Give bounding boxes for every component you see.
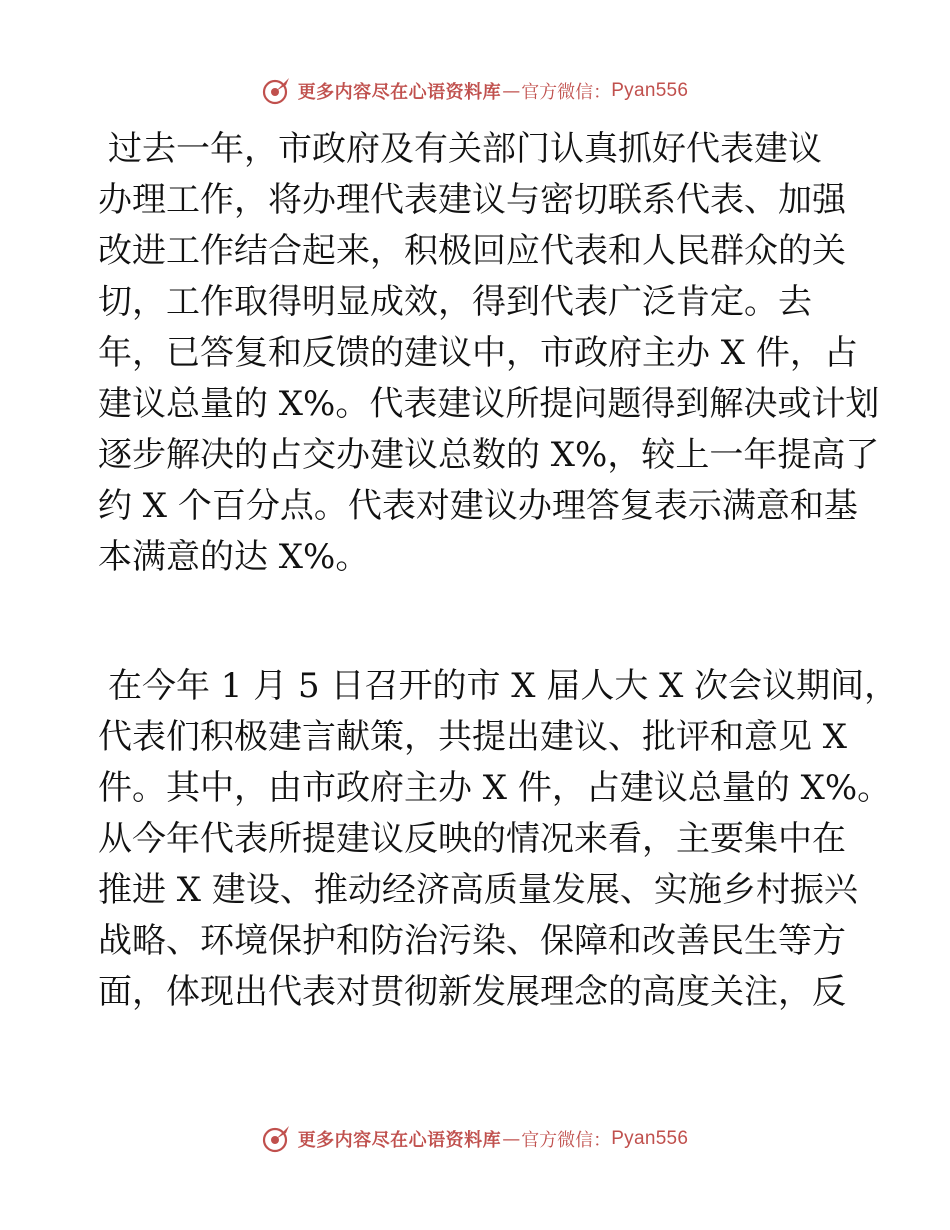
watermark-dash: — [502,1128,521,1150]
paragraph-1 [98,124,880,583]
text-line: 代表们积极建言献策，共提出建议、批评和意见 X [98,717,848,757]
quill-logo-icon [262,76,292,106]
watermark-banner-bottom [0,1119,950,1159]
text-line: 约 X 个百分点。代表对建议办理答复表示满意和基 [98,486,858,526]
watermark-banner-top [0,71,950,111]
text-line: 过去一年，市政府及有关部门认真抓好代表建议 [108,129,822,169]
watermark-brand: 更多内容尽在心语资料库 [297,82,502,103]
text-line: 在今年 1 月 5 日召开的市 X 届人大 X 次会议期间， [108,666,899,706]
watermark-dash: — [502,80,521,102]
text-line: 战略、环境保护和防治污染、保障和改善民生等方 [98,921,846,961]
watermark-official: 官方微信： [521,82,612,103]
text-line: 建议总量的 X%。代表建议所提问题得到解决或计划 [98,384,880,424]
text-line: 件。其中，由市政府主办 X 件，占建议总量的 X%。 [98,768,892,808]
text-line: 逐步解决的占交办建议总数的 X%，较上一年提高了 [98,435,880,475]
watermark-brand: 更多内容尽在心语资料库 [297,1130,502,1151]
text-line: 推进 X 建设、推动经济高质量发展、实施乡村振兴 [98,870,858,910]
watermark-account: Pyan556 [611,1128,689,1149]
paragraph-2 [98,661,899,1018]
text-line: 切，工作取得明显成效，得到代表广泛肯定。去 [98,282,812,322]
text-line: 面，体现出代表对贯彻新发展理念的高度关注，反 [98,972,846,1012]
watermark-official: 官方微信： [521,1130,612,1151]
text-line: 改进工作结合起来，积极回应代表和人民群众的关 [98,231,846,271]
quill-logo-icon [262,1124,292,1154]
text-line: 办理工作，将办理代表建议与密切联系代表、加强 [98,180,846,220]
text-line: 从今年代表所提建议反映的情况来看，主要集中在 [98,819,846,859]
text-line: 本满意的达 X%。 [98,537,370,577]
watermark-account: Pyan556 [611,80,689,101]
text-line: 年，已答复和反馈的建议中，市政府主办 X 件，占 [98,333,858,373]
